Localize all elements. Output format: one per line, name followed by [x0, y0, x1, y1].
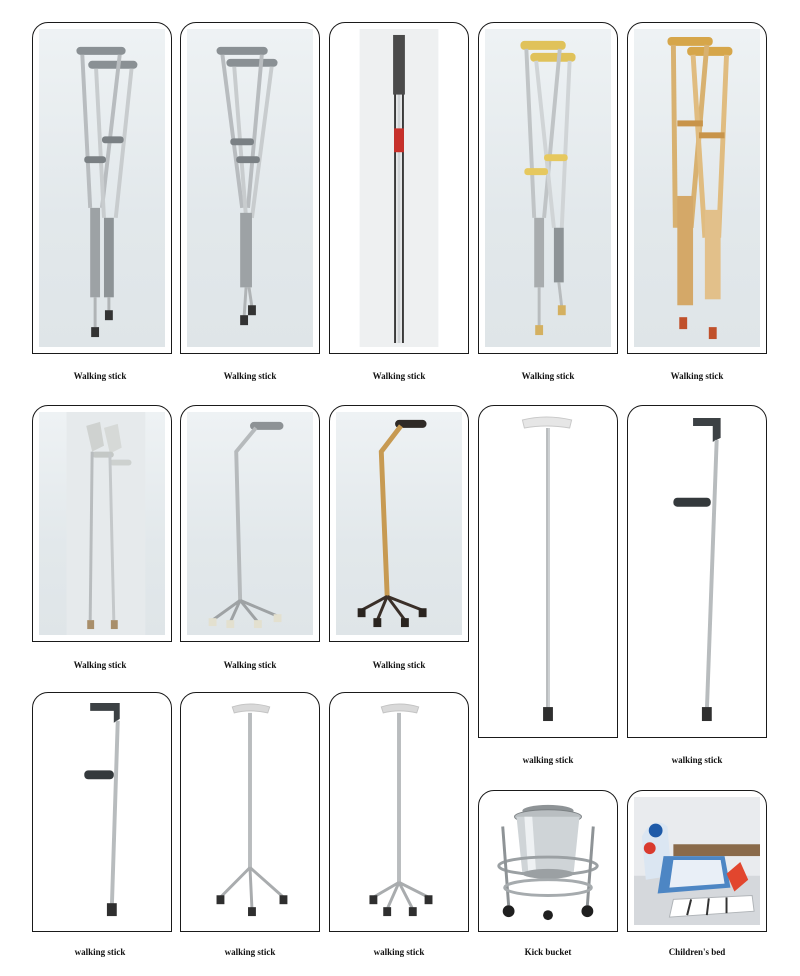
- product-card-3[interactable]: [329, 22, 469, 354]
- product-caption-12: walking stick: [224, 947, 276, 957]
- product-caption-6: Walking stick: [73, 660, 127, 670]
- product-card-10[interactable]: [627, 405, 767, 738]
- crutch-image: [39, 412, 165, 635]
- product-card-2[interactable]: [180, 22, 320, 354]
- product-caption-1: Walking stick: [73, 371, 127, 381]
- product-card-6[interactable]: [32, 405, 172, 642]
- cane-image: [336, 29, 462, 347]
- childrens-bed-image: [634, 797, 760, 925]
- product-caption-3: Walking stick: [372, 371, 426, 381]
- product-caption-9: walking stick: [522, 755, 574, 765]
- quad-cane-image: [336, 412, 462, 635]
- crutch-image: [187, 29, 313, 347]
- product-card-12[interactable]: [180, 692, 320, 932]
- product-caption-15: Children's bed: [668, 947, 726, 957]
- product-caption-7: Walking stick: [223, 660, 277, 670]
- product-caption-8: Walking stick: [372, 660, 426, 670]
- kick-bucket-image: [485, 797, 611, 925]
- product-card-13[interactable]: [329, 692, 469, 932]
- crutch-image: [39, 29, 165, 347]
- product-card-5[interactable]: [627, 22, 767, 354]
- product-caption-13: walking stick: [373, 947, 425, 957]
- quad-cane-image: [187, 412, 313, 635]
- product-card-11[interactable]: [32, 692, 172, 932]
- product-card-1[interactable]: [32, 22, 172, 354]
- product-card-8[interactable]: [329, 405, 469, 642]
- product-caption-11: walking stick: [74, 947, 126, 957]
- forearm-crutch-image: [634, 412, 760, 731]
- cane-image: [485, 412, 611, 731]
- quad-cane-image: [336, 699, 462, 925]
- product-caption-10: walking stick: [671, 755, 723, 765]
- crutch-image: [634, 29, 760, 347]
- crutch-image: [485, 29, 611, 347]
- product-caption-5: Walking stick: [670, 371, 724, 381]
- forearm-crutch-image: [39, 699, 165, 925]
- product-caption-14: Kick bucket: [524, 947, 572, 957]
- product-card-7[interactable]: [180, 405, 320, 642]
- product-caption-2: Walking stick: [223, 371, 277, 381]
- tripod-cane-image: [187, 699, 313, 925]
- product-card-15[interactable]: [627, 790, 767, 932]
- product-caption-4: Walking stick: [521, 371, 575, 381]
- product-card-9[interactable]: [478, 405, 618, 738]
- product-card-4[interactable]: [478, 22, 618, 354]
- product-card-14[interactable]: [478, 790, 618, 932]
